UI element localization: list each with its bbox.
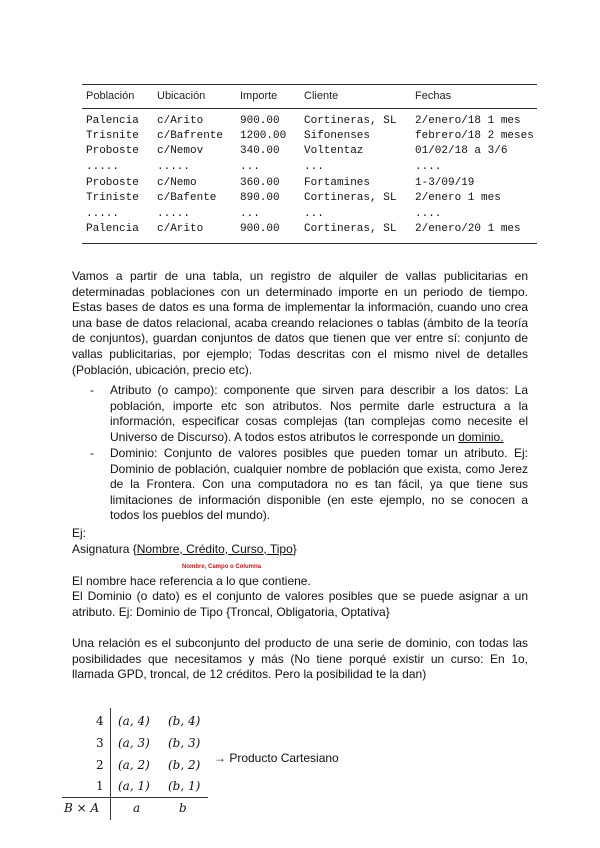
table-row xyxy=(82,129,537,144)
row-label: 1 xyxy=(96,779,104,793)
bullet-atributo xyxy=(110,383,528,445)
example-prefix: Asignatura { xyxy=(72,542,137,556)
header-fechas: Fechas xyxy=(415,90,452,102)
cell-ubicacion: c/Arito xyxy=(157,115,204,127)
cell-fechas: 1-3/09/19 xyxy=(415,177,475,189)
cell-ubicacion: c/Bafrente xyxy=(157,130,224,142)
table-top-rule xyxy=(82,84,537,85)
cell-fechas: 2/enero/20 1 mes xyxy=(415,223,521,235)
table-row xyxy=(82,160,537,175)
row-label: 3 xyxy=(96,736,104,750)
pair-a3: (a, 3) xyxy=(118,736,150,750)
cell-poblacion: Palencia xyxy=(86,223,139,235)
cell-importe: 890.00 xyxy=(240,192,280,204)
cell-poblacion: ..... xyxy=(86,208,120,220)
cell-ubicacion: c/Nemov xyxy=(157,145,204,157)
paragraph-nombre: El nombre hace referencia a lo que contiene. xyxy=(72,574,311,588)
bullet-dominio: Dominio: Conjunto de valores posibles que pueden tomar un atributo. Ej: Dominio de población, cualquier nombre de población que exista, como Jerez de la Frontera. Con una computadora no es tan fácil, ya que tiene sus limitaciones de información disponible (en este ejemplo, no se conocen a todos los pueblos del mundo). xyxy=(110,446,528,523)
pair-a2: (a, 2) xyxy=(118,758,150,772)
header-cliente: Cliente xyxy=(304,90,339,102)
paragraph-dominio: El Dominio (o dato) es el conjunto de valores posibles que se puede asignar a un atributo. Ej: Dominio de Tipo {Troncal, Obligatoria, Optativa} xyxy=(72,589,528,619)
example-label: Ej: xyxy=(72,526,87,540)
cell-cliente: Fortamines xyxy=(304,177,371,189)
cell-poblacion: Proboste xyxy=(86,145,139,157)
cell-poblacion: ..... xyxy=(86,161,120,173)
pair-b2: (b, 2) xyxy=(168,758,201,772)
dominio-underlined: dominio. xyxy=(458,429,504,444)
cell-poblacion: Proboste xyxy=(86,177,139,189)
cell-cliente: Cortineras, SL xyxy=(304,115,397,127)
handwritten-note: Nombre, Campo o Columna xyxy=(182,564,262,570)
cell-fechas: 01/02/18 a 3/6 xyxy=(415,145,508,157)
cell-cliente: Sifonenses xyxy=(304,130,371,142)
cell-cliente: ... xyxy=(304,208,324,220)
cell-fechas: 2/enero 1 mes xyxy=(415,192,501,204)
cell-importe: ... xyxy=(240,208,260,220)
cell-importe: 1200.00 xyxy=(240,130,287,142)
cell-ubicacion: c/Arito xyxy=(157,223,204,235)
cell-importe: 900.00 xyxy=(240,223,280,235)
example-suffix: } xyxy=(292,542,297,556)
table-row xyxy=(82,114,537,129)
example-attributes: Nombre, Crédito, Curso, Tipo xyxy=(136,542,293,556)
cell-ubicacion: ..... xyxy=(157,208,191,220)
cell-fechas: febrero/18 2 meses xyxy=(415,130,534,142)
pair-b3: (b, 3) xyxy=(168,736,201,750)
table-header-rule xyxy=(82,108,537,109)
header-poblacion: Población xyxy=(86,90,135,102)
bullet-marker: - xyxy=(90,446,94,460)
cartesian-product-label: → Producto Cartesiano xyxy=(214,751,339,765)
header-importe: Importe xyxy=(240,90,278,102)
table-row xyxy=(82,207,537,222)
bullet-marker: - xyxy=(90,383,94,397)
corner-label: B × A xyxy=(64,801,100,815)
table-row xyxy=(82,176,537,191)
cell-importe: 360.00 xyxy=(240,177,280,189)
pair-a4: (a, 4) xyxy=(118,714,150,728)
figure-horizontal-rule xyxy=(62,797,208,798)
example-asignatura xyxy=(72,542,297,558)
cell-ubicacion: c/Nemo xyxy=(157,177,197,189)
figure-vertical-rule xyxy=(110,708,111,820)
paragraph-relacion: Una relación es el subconjunto del producto de una serie de dominio, con todas las posibilidades que necesitamos y más (No tiene porqué existir un curso: En 1o, llamada GPD, troncal, de 12 créditos. Pero la posibilidad te la dan) xyxy=(72,636,528,682)
cell-ubicacion: c/Bafente xyxy=(157,192,217,204)
table-row xyxy=(82,222,537,237)
col-label-a: a xyxy=(133,801,141,815)
pair-a1: (a, 1) xyxy=(118,779,150,793)
bullet-atributo-text: Atributo (o campo): componente que sirven para describir a los datos: La población, importe etc son atributos. Nos permite darle estructura a la información, especificar cosas complejas (tan complejas como necesite el Universo de Discurso). A todos estos atributos le corresponde un xyxy=(110,383,528,444)
header-ubicacion: Ubicación xyxy=(157,90,206,102)
cell-importe: ... xyxy=(240,161,260,173)
intro-paragraph: Vamos a partir de una tabla, un registro de alquiler de vallas publicitarias en determinadas poblaciones con un determinado importe en un periodo de tiempo. Estas bases de datos es una forma de implementar la información, cuando uno crea una base de datos relacional, acaba creando relaciones o tablas (ámbito de la teoría de conjuntos), guardan conjuntos de datos que tienen que ver entre sí: conjunto de vallas publicitarias, por ejemplo; Todas descritas con el mismo nivel de detalles (Población, ubicación, precio etc). xyxy=(72,269,528,377)
row-label: 4 xyxy=(96,714,104,728)
cell-cliente: Cortineras, SL xyxy=(304,223,397,235)
cell-ubicacion: ..... xyxy=(157,161,191,173)
cell-poblacion: Palencia xyxy=(86,115,139,127)
pair-b4: (b, 4) xyxy=(168,714,201,728)
cell-importe: 340.00 xyxy=(240,145,280,157)
pair-b1: (b, 1) xyxy=(168,779,201,793)
cell-poblacion: Trisnite xyxy=(86,130,139,142)
cell-importe: 900.00 xyxy=(240,115,280,127)
cell-fechas: .... xyxy=(415,161,442,173)
cell-poblacion: Triniste xyxy=(86,192,139,204)
cell-cliente: Voltentaz xyxy=(304,145,364,157)
cell-fechas: .... xyxy=(415,208,442,220)
col-label-b: b xyxy=(179,801,187,815)
row-label: 2 xyxy=(96,758,104,772)
cell-cliente: Cortineras, SL xyxy=(304,192,397,204)
table-bottom-rule xyxy=(82,243,537,244)
cell-fechas: 2/enero/18 1 mes xyxy=(415,115,521,127)
table-row xyxy=(82,191,537,206)
table-row xyxy=(82,144,537,159)
cell-cliente: ... xyxy=(304,161,324,173)
